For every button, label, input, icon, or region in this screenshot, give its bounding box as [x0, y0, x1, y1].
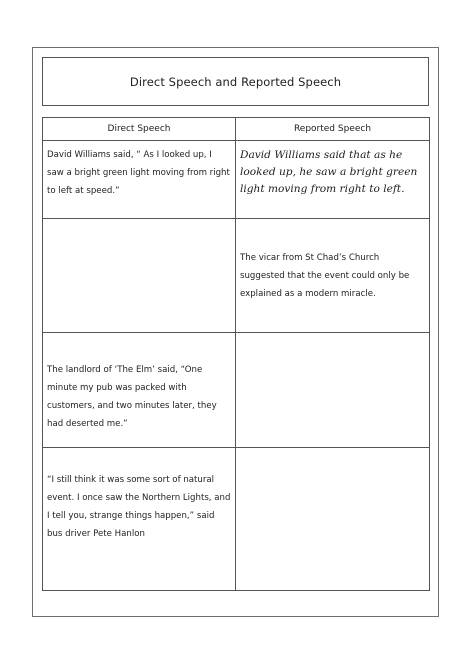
direct-speech-header: Direct Speech	[43, 118, 236, 141]
table-row	[43, 448, 430, 591]
direct-speech-text: The landlord of ‘The Elm’ said, “One minute my pub was packed with customers, and two minutes later, they had deserted me.”	[47, 365, 217, 429]
reported-speech-cell[interactable]	[236, 448, 430, 591]
reported-speech-cell[interactable]	[236, 333, 430, 448]
direct-speech-text: “I still think it was some sort of natural event. I once saw the Northern Lights, and I tell you, strange things happen,” said bus driver Pete Hanlon	[47, 475, 231, 539]
table-row	[43, 219, 430, 333]
reported-speech-text	[236, 448, 429, 453]
direct-speech-text	[43, 219, 235, 224]
reported-speech-text: David Williams said that as he looked up, he saw a bright green light moving from right to left.	[240, 149, 418, 195]
reported-speech-text	[236, 333, 429, 338]
worksheet-title: Direct Speech and Reported Speech	[42, 57, 429, 106]
table-header-row	[43, 118, 430, 141]
reported-speech-header: Reported Speech	[236, 118, 430, 141]
table-row	[43, 333, 430, 448]
reported-speech-cell	[236, 219, 430, 333]
direct-speech-cell	[43, 333, 236, 448]
direct-speech-text: David Williams said, “ As I looked up, I saw a bright green light moving from right to left at speed.”	[47, 150, 230, 196]
direct-speech-cell	[43, 141, 236, 219]
worksheet-border	[32, 47, 439, 617]
direct-speech-cell[interactable]	[43, 219, 236, 333]
reported-speech-text: The vicar from St Chad’s Church suggested that the event could only be explained as a modern miracle.	[240, 253, 410, 299]
direct-speech-cell	[43, 448, 236, 591]
table-row	[43, 141, 430, 219]
reported-speech-cell	[236, 141, 430, 219]
speech-table	[42, 117, 430, 591]
